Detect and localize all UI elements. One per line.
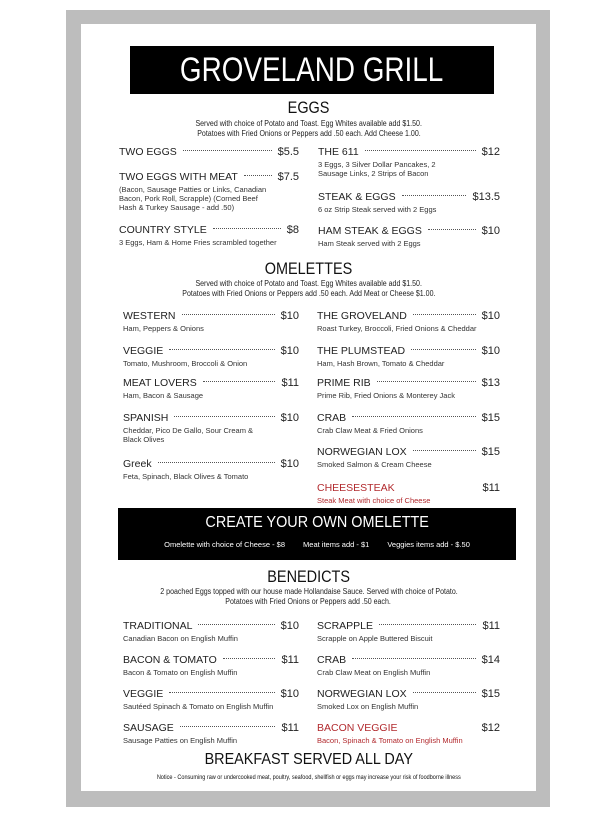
foodborne-illness-notice: Notice - Consuming raw or undercooked meat, poultry, seafood, shellfish or eggs may increase your risk of foodborne illness [156,774,461,781]
menu-item: THE 611 $12 3 Eggs, 3 Silver Dollar Pancakes, 2 Sausage Links, 2 Strips of Bacon [318,146,500,178]
dot-leader [413,314,476,315]
menu-item: VEGGIE $10 Sautéed Spinach & Tomato on English Muffin [123,688,299,711]
dot-leader [213,228,281,229]
dot-leader [203,381,276,382]
dot-leader [180,726,276,727]
create-option-cheese: Omelette with choice of Cheese - $8 [164,540,286,549]
dot-leader [411,349,476,350]
dot-leader [352,416,475,417]
dot-leader [401,486,477,487]
benedicts-note: 2 poached Eggs topped with our house made Hollandaise Sauce. Served with choice of Potato. Potatoes with Fried Onions or Peppers add .50 each. [159,587,458,606]
menu-item: TWO EGGS $5.5 [119,146,299,158]
dot-leader [352,658,475,659]
dot-leader [365,150,476,151]
create-option-meat: Meat items add - $1 [303,540,370,549]
dot-leader [404,726,476,727]
menu-item: TRADITIONAL $10 Canadian Bacon on English Muffin [123,620,299,643]
menu-item-highlighted: BACON VEGGIE $12 Bacon, Spinach & Tomato on English Muffin [317,722,500,745]
dot-leader [169,692,274,693]
dot-leader [183,150,272,151]
omelettes-note: Served with choice of Potato and Toast. Egg Whites available add $1.50. Potatoes with Fried Onions or Peppers add .50 each. Add Meat or Cheese $1.00. [181,279,436,298]
menu-item: VEGGIE $10 Tomato, Mushroom, Broccoli & Onion [123,345,299,368]
menu-page [81,24,536,791]
menu-item: SPANISH $10 Cheddar, Pico De Gallo, Sour Cream & Black Olives [123,412,299,444]
dot-leader [413,450,476,451]
create-your-own-banner [118,508,516,560]
menu-item: WESTERN $10 Ham, Peppers & Onions [123,310,299,333]
menu-item: CRAB $14 Crab Claw Meat on English Muffin [317,654,500,677]
menu-item: SAUSAGE $11 Sausage Patties on English Muffin [123,722,299,745]
dot-leader [379,624,476,625]
menu-item: HAM STEAK & EGGS $10 Ham Steak served with 2 Eggs [318,225,500,248]
menu-item: STEAK & EGGS $13.5 6 oz Strip Steak served with 2 Eggs [318,191,500,214]
eggs-heading: EGGS [287,98,330,117]
dot-leader [158,462,275,463]
menu-item: Greek $10 Feta, Spinach, Black Olives & Tomato [123,458,299,481]
restaurant-title: GROVELAND GRILL [180,50,444,89]
dot-leader [169,349,274,350]
menu-item: CRAB $15 Crab Claw Meat & Fried Onions [317,412,500,435]
dot-leader [413,692,476,693]
menu-item: COUNTRY STYLE $8 3 Eggs, Ham & Home Fries scrambled together [119,224,299,247]
create-your-own-heading: CREATE YOUR OWN OMELETTE [205,514,429,531]
menu-item: THE PLUMSTEAD $10 Ham, Hash Brown, Tomato & Cheddar [317,345,500,368]
dot-leader [182,314,275,315]
menu-item: THE GROVELAND $10 Roast Turkey, Broccoli, Fried Onions & Cheddar [317,310,500,333]
dot-leader [377,381,476,382]
dot-leader [174,416,274,417]
dot-leader [244,175,272,176]
benedicts-heading: BENEDICTS [267,567,350,586]
dot-leader [428,229,476,230]
breakfast-served-all-day: BREAKFAST SERVED ALL DAY [204,751,413,768]
menu-item: NORWEGIAN LOX $15 Smoked Lox on English Muffin [317,688,500,711]
menu-item: TWO EGGS WITH MEAT $7.5 (Bacon, Sausage Patties or Links, Canadian Bacon, Pork Roll, Scrapple) (Corned Beef Hash & Turkey Sausage - add .50) [119,171,299,212]
menu-item: MEAT LOVERS $11 Ham, Bacon & Sausage [123,377,299,400]
menu-item: BACON & TOMATO $11 Bacon & Tomato on English Muffin [123,654,299,677]
dot-leader [198,624,274,625]
menu-item: NORWEGIAN LOX $15 Smoked Salmon & Cream Cheese [317,446,500,469]
menu-item: PRIME RIB $13 Prime Rib, Fried Onions & Monterey Jack [317,377,500,400]
dot-leader [223,658,276,659]
menu-item-highlighted: CHEESESTEAK $11 Steak Meat with choice of Cheese [317,482,500,505]
eggs-note: Served with choice of Potato and Toast. Egg Whites available add $1.50. Potatoes with Fried Onions or Peppers add .50 each. Add Cheese 1.00. [195,119,422,138]
create-option-veggies: Veggies items add - $.50 [387,540,470,549]
menu-item: SCRAPPLE $11 Scrapple on Apple Buttered Biscuit [317,620,500,643]
dot-leader [402,195,467,196]
omelettes-heading: OMELETTES [264,259,353,278]
restaurant-title-banner [130,46,494,94]
